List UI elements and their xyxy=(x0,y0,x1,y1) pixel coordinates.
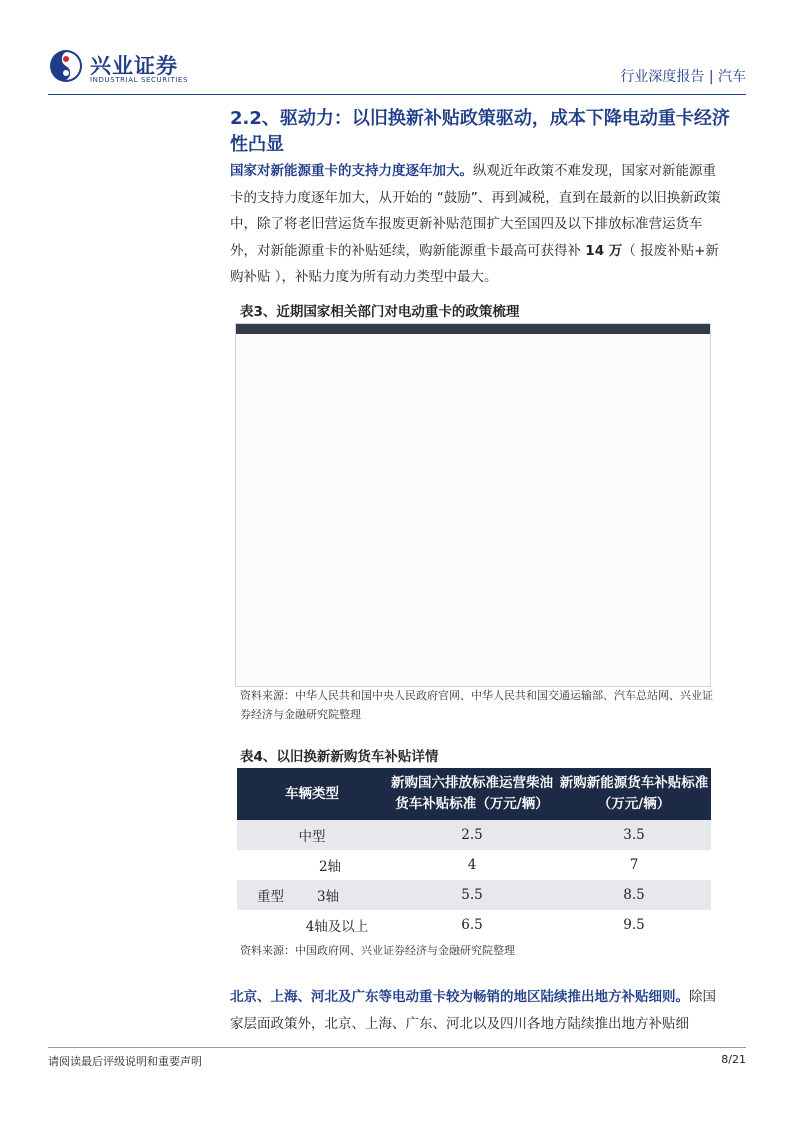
table-row xyxy=(237,850,711,880)
cell-axle xyxy=(237,880,387,910)
table-header-row xyxy=(237,768,711,820)
paragraph-local-policy xyxy=(230,984,726,1037)
disclaimer-note: 请阅读最后评级说明和重要声明 xyxy=(48,1055,202,1068)
table3-source: 资料来源：中华人民共和国中央人民政府官网、中华人民共和国交通运输部、汽车总站网、兴业证券经济与金融研究院整理 xyxy=(240,689,713,721)
cell-diesel: 2.5 xyxy=(387,820,557,850)
table3-policy-image xyxy=(235,323,711,687)
table3-caption: 表3、近期国家相关部门对电动重卡的政策梳理 xyxy=(240,304,520,320)
cell-ev: 7 xyxy=(629,857,639,873)
paragraph-body: 纵观近年政策不难发现，国家对新能源重卡的支持力度逐年加大，从开始的 “鼓励”、再到减税，直到在最新的以旧换新政策中，除了将老旧营运货车报废更新补贴范围扩大至国四及以下排放标准营运货车外，对新能源重卡的补贴延续，购新能源重卡最高可获得补 xyxy=(230,163,721,259)
paragraph-body: 除国家层面政策外，北京、上海、广东、河北以及四川各地方陆续推出地方补贴细 xyxy=(230,989,716,1032)
table-row xyxy=(237,880,711,910)
cell-axle: 4轴及以上 xyxy=(305,919,369,935)
header-ev: 新购新能源货车补贴标准（万元/辆） xyxy=(557,768,711,820)
paragraph-lead: 国家对新能源重卡的支持力度逐年加大。 xyxy=(230,163,473,179)
cell-ev: 3.5 xyxy=(557,820,711,850)
table4-source: 资料来源：中国政府网、兴业证券经济与金融研究院整理 xyxy=(240,944,515,957)
page-header xyxy=(48,40,746,95)
cell-diesel: 5.5 xyxy=(387,880,557,910)
header-diesel: 新购国六排放标准运营柴油货车补贴标准（万元/辆） xyxy=(387,768,557,820)
report-type: 行业深度报告 | 汽车 xyxy=(620,69,746,85)
brand-name-en: INDUSTRIAL SECURITIES xyxy=(90,76,188,84)
cell-ev: 9.5 xyxy=(623,917,645,933)
paragraph-lead: 北京、上海、河北及广东等电动重卡较为畅销的地区陆续推出地方补贴细则。 xyxy=(230,989,689,1005)
cell-type: 中型 xyxy=(237,820,387,850)
brand-name: 兴业证券 xyxy=(90,54,178,78)
footer-divider xyxy=(48,1047,746,1048)
paragraph-policy xyxy=(230,158,726,291)
heavy-label: 重型 xyxy=(257,889,284,905)
header-vehicle-type: 车辆类型 xyxy=(237,768,387,820)
page-number: 8/21 xyxy=(721,1053,746,1066)
header-divider xyxy=(48,94,746,95)
cell-diesel: 6.5 xyxy=(461,917,483,933)
cell-axle: 2轴 xyxy=(318,859,342,875)
section-title: 2.2、驱动力：以旧换新补贴政策驱动，成本下降电动重卡经济性凸显 xyxy=(230,108,730,155)
axle-label: 3轴 xyxy=(317,889,340,905)
subsidy-table xyxy=(237,768,711,940)
paragraph-body-end: （ 报废补贴+新购补贴 ），补贴力度为所有动力类型中最大。 xyxy=(230,242,719,285)
table-row xyxy=(237,820,711,850)
company-logo-icon xyxy=(48,48,84,84)
subsidy-amount: 14 万 xyxy=(585,242,623,259)
table4-caption: 表4、以旧换新新购货车补贴详情 xyxy=(240,749,439,765)
cell-ev: 8.5 xyxy=(557,880,711,910)
table3-header-band xyxy=(236,324,710,334)
table-row xyxy=(237,910,711,940)
cell-diesel: 4 xyxy=(467,857,477,873)
